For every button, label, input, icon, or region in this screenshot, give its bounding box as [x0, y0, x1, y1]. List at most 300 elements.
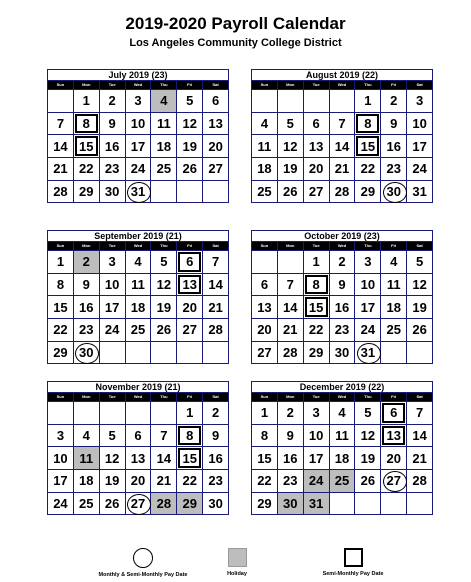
day-number: 24: [53, 496, 68, 512]
day-cell: [381, 181, 407, 203]
day-cell: [304, 319, 330, 341]
weekday-header: [252, 242, 432, 250]
month-calendar-july: [47, 69, 229, 203]
day-number: 17: [104, 299, 120, 315]
legend-semi: [308, 548, 398, 582]
day-number: 19: [156, 299, 172, 315]
day-cell: [177, 251, 203, 273]
day-number: 4: [338, 405, 346, 421]
week-row: [48, 401, 228, 424]
day-number: 15: [257, 450, 272, 466]
day-cell: [74, 158, 100, 180]
week-row: [252, 341, 432, 364]
weekday-label: Thu: [355, 81, 381, 89]
day-cell: [252, 493, 278, 515]
day-number: 29: [53, 345, 68, 361]
day-number: 31: [360, 345, 376, 361]
week-row: [252, 469, 432, 492]
day-number: 28: [283, 345, 298, 361]
day-number: 16: [386, 138, 401, 154]
empty-day-cell: [252, 90, 278, 112]
day-number: 25: [257, 184, 272, 200]
day-number: 3: [364, 254, 372, 270]
weekday-label: Mon: [278, 81, 304, 89]
weekday-header: [48, 81, 228, 89]
day-number: 20: [257, 322, 272, 338]
day-number: 9: [108, 116, 116, 132]
day-cell: [177, 402, 203, 424]
weekday-header: [252, 393, 432, 401]
month-title: July 2019 (23): [48, 70, 228, 81]
day-cell: [278, 158, 304, 180]
empty-day-cell: [407, 342, 432, 364]
day-number: 21: [53, 161, 68, 177]
weekday-label: Tue: [100, 242, 126, 250]
month-title: August 2019 (22): [252, 70, 432, 81]
day-cell: [203, 158, 228, 180]
week-row: [48, 446, 228, 469]
day-cell: [100, 274, 126, 296]
day-cell: [330, 181, 356, 203]
day-cell: [304, 425, 330, 447]
day-number: 18: [386, 299, 401, 315]
day-number: 10: [53, 450, 68, 466]
legend-monthly: [78, 548, 208, 582]
day-number: 2: [82, 254, 90, 270]
day-number: 3: [134, 93, 142, 109]
day-cell: [304, 135, 330, 157]
day-cell: [330, 402, 356, 424]
day-number: 24: [360, 322, 376, 338]
week-row: [48, 89, 228, 112]
day-number: 7: [160, 428, 168, 444]
day-number: 8: [312, 277, 320, 293]
day-cell: [177, 135, 203, 157]
day-number: 18: [156, 138, 172, 154]
day-number: 31: [308, 496, 324, 512]
day-number: 8: [82, 116, 90, 132]
day-cell: [304, 251, 330, 273]
day-number: 13: [208, 116, 223, 132]
day-cell: [126, 447, 152, 469]
day-cell: [74, 181, 100, 203]
weekday-label: Tue: [304, 393, 330, 401]
day-number: 24: [130, 161, 146, 177]
day-cell: [355, 90, 381, 112]
day-number: 30: [208, 496, 223, 512]
day-number: 4: [134, 254, 142, 270]
day-cell: [203, 113, 228, 135]
week-row: [252, 134, 432, 157]
day-number: 26: [283, 184, 298, 200]
day-cell: [355, 274, 381, 296]
day-cell: [151, 135, 177, 157]
day-cell: [407, 90, 432, 112]
day-cell: [330, 113, 356, 135]
day-number: 7: [286, 277, 294, 293]
day-cell: [407, 319, 432, 341]
day-cell: [74, 90, 100, 112]
weekday-label: Sat: [416, 394, 423, 399]
legend-holiday-label: Holiday: [227, 571, 247, 577]
day-cell: [126, 296, 152, 318]
day-cell: [48, 251, 74, 273]
day-cell: [151, 158, 177, 180]
day-number: 18: [334, 450, 350, 466]
day-number: 17: [53, 473, 68, 489]
empty-day-cell: [177, 342, 203, 364]
month-title: December 2019 (22): [252, 382, 432, 393]
day-cell: [278, 113, 304, 135]
day-cell: [100, 251, 126, 273]
day-number: 8: [260, 428, 269, 444]
day-number: 5: [186, 93, 194, 109]
day-cell: [381, 113, 407, 135]
day-cell: [330, 425, 356, 447]
empty-day-cell: [355, 493, 381, 515]
day-number: 30: [79, 345, 94, 361]
day-cell: [177, 425, 203, 447]
day-number: 28: [334, 184, 350, 200]
weekday-label: Wed: [126, 81, 152, 89]
week-row: [48, 112, 228, 135]
day-number: 14: [208, 277, 223, 293]
day-cell: [278, 447, 304, 469]
day-number: 12: [182, 116, 197, 132]
day-cell: [381, 470, 407, 492]
day-number: 22: [182, 473, 197, 489]
day-cell: [330, 319, 356, 341]
month-calendar-august: [251, 69, 433, 203]
weekday-header: [252, 81, 432, 89]
day-number: 27: [208, 161, 223, 177]
day-cell: [100, 135, 126, 157]
day-cell: [252, 425, 278, 447]
day-cell: [278, 296, 304, 318]
day-cell: [355, 425, 381, 447]
day-number: 27: [257, 345, 272, 361]
day-cell: [407, 135, 432, 157]
day-number: 2: [390, 93, 398, 109]
day-number: 21: [283, 322, 298, 338]
day-cell: [74, 425, 100, 447]
day-cell: [278, 402, 304, 424]
day-cell: [381, 135, 407, 157]
day-cell: [304, 158, 330, 180]
day-number: 22: [360, 161, 376, 177]
day-number: 13: [257, 299, 272, 315]
day-cell: [330, 274, 356, 296]
week-row: [252, 401, 432, 424]
day-cell: [330, 135, 356, 157]
square-outline-icon: [344, 548, 363, 567]
day-number: 2: [338, 254, 346, 270]
day-cell: [407, 470, 432, 492]
day-number: 22: [257, 473, 272, 489]
day-number: 5: [108, 428, 116, 444]
day-cell: [407, 251, 432, 273]
day-cell: [330, 447, 356, 469]
day-number: 28: [53, 184, 68, 200]
week-row: [48, 250, 228, 273]
day-cell: [100, 158, 126, 180]
day-number: 11: [79, 450, 94, 466]
day-number: 7: [415, 405, 424, 421]
day-number: 21: [334, 161, 350, 177]
day-number: 18: [79, 473, 94, 489]
day-cell: [48, 447, 74, 469]
week-row: [48, 341, 228, 364]
weekday-label: Fri: [177, 81, 203, 89]
day-number: 27: [130, 496, 146, 512]
day-number: 8: [186, 428, 194, 444]
month-title: September 2019 (21): [48, 231, 228, 242]
day-number: 7: [211, 254, 220, 270]
week-row: [252, 446, 432, 469]
empty-day-cell: [330, 493, 356, 515]
day-number: 1: [56, 254, 65, 270]
day-number: 28: [412, 473, 427, 489]
day-cell: [48, 113, 74, 135]
page-title: 2019-2020 Payroll Calendar: [125, 14, 346, 33]
day-number: 16: [208, 450, 223, 466]
day-number: 26: [104, 496, 120, 512]
day-cell: [304, 181, 330, 203]
weekday-label: Tue: [100, 81, 126, 89]
weekday-label: Fri: [177, 242, 203, 250]
day-number: 6: [390, 405, 398, 421]
day-cell: [330, 470, 356, 492]
empty-day-cell: [100, 342, 126, 364]
day-cell: [74, 342, 100, 364]
week-row: [252, 157, 432, 180]
weekday-label: Fri: [381, 81, 407, 89]
day-cell: [151, 447, 177, 469]
day-cell: [381, 158, 407, 180]
weekday-label: Sun: [48, 81, 74, 89]
day-number: 21: [412, 450, 427, 466]
day-number: 30: [386, 184, 401, 200]
day-number: 23: [283, 473, 298, 489]
weekday-label: Sat: [416, 82, 423, 87]
day-number: 17: [308, 450, 324, 466]
day-cell: [330, 158, 356, 180]
day-cell: [355, 319, 381, 341]
day-cell: [203, 447, 228, 469]
day-cell: [126, 493, 152, 515]
day-cell: [203, 425, 228, 447]
day-cell: [407, 296, 432, 318]
day-cell: [278, 319, 304, 341]
day-number: 22: [79, 161, 94, 177]
day-number: 6: [312, 116, 320, 132]
day-number: 24: [412, 161, 427, 177]
day-number: 5: [286, 116, 294, 132]
day-cell: [151, 251, 177, 273]
day-cell: [151, 470, 177, 492]
weekday-label: Sun: [48, 242, 74, 250]
weekday-label: Wed: [330, 393, 356, 401]
day-number: 15: [360, 138, 376, 154]
empty-day-cell: [252, 251, 278, 273]
day-number: 4: [260, 116, 269, 132]
day-cell: [177, 296, 203, 318]
day-number: 9: [82, 277, 90, 293]
day-cell: [252, 181, 278, 203]
day-cell: [252, 342, 278, 364]
day-number: 20: [130, 473, 146, 489]
day-number: 29: [257, 496, 272, 512]
weekday-label: Thu: [355, 242, 381, 250]
day-cell: [48, 319, 74, 341]
weekday-label: Wed: [126, 393, 152, 401]
day-number: 27: [386, 473, 401, 489]
day-cell: [304, 447, 330, 469]
day-number: 10: [104, 277, 120, 293]
day-cell: [304, 274, 330, 296]
empty-day-cell: [278, 90, 304, 112]
day-cell: [304, 470, 330, 492]
gray-square-icon: [228, 548, 247, 567]
day-number: 1: [260, 405, 269, 421]
weekday-label: Wed: [330, 81, 356, 89]
day-number: 26: [360, 473, 376, 489]
empty-day-cell: [381, 342, 407, 364]
day-number: 4: [82, 428, 90, 444]
day-number: 10: [308, 428, 324, 444]
day-number: 13: [182, 277, 197, 293]
weekday-label: Thu: [151, 242, 177, 250]
day-number: 11: [386, 277, 401, 293]
month-title: November 2019 (21): [48, 382, 228, 393]
day-number: 26: [156, 322, 172, 338]
day-cell: [74, 447, 100, 469]
week-row: [48, 492, 228, 515]
day-number: 11: [131, 277, 145, 293]
day-number: 11: [257, 138, 272, 154]
week-row: [252, 424, 432, 447]
day-number: 27: [308, 184, 324, 200]
day-cell: [278, 274, 304, 296]
weekday-header: [48, 242, 228, 250]
day-cell: [407, 181, 432, 203]
empty-day-cell: [126, 402, 152, 424]
day-cell: [177, 447, 203, 469]
day-number: 16: [334, 299, 350, 315]
day-cell: [203, 319, 228, 341]
day-cell: [203, 90, 228, 112]
day-number: 27: [182, 322, 197, 338]
empty-day-cell: [126, 342, 152, 364]
day-cell: [177, 90, 203, 112]
day-number: 19: [182, 138, 197, 154]
empty-day-cell: [151, 181, 177, 203]
day-number: 30: [334, 345, 350, 361]
day-number: 26: [412, 322, 427, 338]
day-number: 5: [160, 254, 168, 270]
empty-day-cell: [74, 402, 100, 424]
day-cell: [203, 274, 228, 296]
day-cell: [381, 447, 407, 469]
weekday-label: Sun: [252, 242, 278, 250]
day-cell: [355, 135, 381, 157]
day-cell: [126, 158, 152, 180]
week-row: [252, 318, 432, 341]
week-row: [48, 157, 228, 180]
day-number: 29: [360, 184, 376, 200]
day-number: 15: [79, 138, 94, 154]
day-cell: [203, 135, 228, 157]
day-cell: [330, 251, 356, 273]
day-cell: [126, 425, 152, 447]
day-number: 3: [312, 405, 320, 421]
day-number: 6: [186, 254, 194, 270]
empty-day-cell: [203, 181, 228, 203]
day-number: 8: [56, 277, 65, 293]
day-cell: [74, 470, 100, 492]
weekday-label: Sun: [48, 393, 74, 401]
day-cell: [278, 425, 304, 447]
day-number: 17: [360, 299, 376, 315]
day-cell: [381, 274, 407, 296]
empty-day-cell: [304, 90, 330, 112]
day-cell: [355, 296, 381, 318]
day-cell: [151, 493, 177, 515]
day-number: 25: [334, 473, 350, 489]
day-cell: [48, 425, 74, 447]
day-cell: [355, 447, 381, 469]
day-cell: [100, 425, 126, 447]
month-calendar-november: [47, 381, 229, 515]
day-cell: [203, 493, 228, 515]
day-cell: [203, 402, 228, 424]
day-cell: [48, 274, 74, 296]
day-cell: [304, 493, 330, 515]
day-number: 18: [257, 161, 272, 177]
day-number: 15: [182, 450, 197, 466]
day-number: 11: [335, 428, 349, 444]
day-cell: [252, 296, 278, 318]
empty-day-cell: [48, 402, 74, 424]
weekday-header: [48, 393, 228, 401]
legend-holiday: [212, 548, 262, 582]
day-number: 26: [182, 161, 197, 177]
day-number: 18: [130, 299, 146, 315]
day-cell: [126, 274, 152, 296]
day-cell: [278, 493, 304, 515]
day-cell: [203, 251, 228, 273]
day-cell: [252, 158, 278, 180]
day-cell: [48, 158, 74, 180]
day-cell: [126, 251, 152, 273]
day-number: 14: [334, 138, 350, 154]
day-number: 30: [283, 496, 298, 512]
day-cell: [100, 319, 126, 341]
day-number: 21: [208, 299, 223, 315]
day-number: 14: [156, 450, 172, 466]
day-cell: [74, 319, 100, 341]
day-number: 16: [283, 450, 298, 466]
day-number: 2: [211, 405, 220, 421]
empty-day-cell: [151, 402, 177, 424]
day-cell: [407, 113, 432, 135]
day-number: 17: [412, 138, 427, 154]
day-cell: [100, 447, 126, 469]
day-number: 28: [156, 496, 172, 512]
month-title: October 2019 (23): [252, 231, 432, 242]
day-cell: [355, 402, 381, 424]
day-cell: [48, 181, 74, 203]
